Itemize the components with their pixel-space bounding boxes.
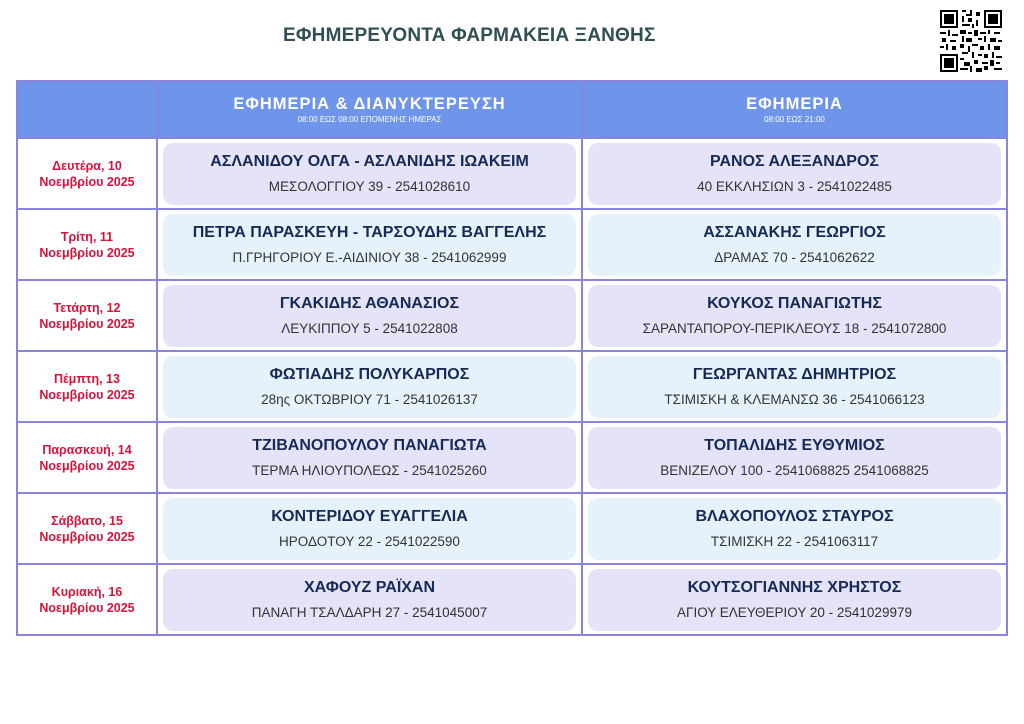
day-duty-cell (582, 422, 1007, 493)
day-duty-cell (582, 280, 1007, 351)
qr-code-icon (940, 10, 1002, 72)
pharmacy-address: 28ης ΟΚΤΩΒΡΙΟΥ 71 - 2541026137 (261, 391, 478, 407)
pharmacy-name: ΤΖΙΒΑΝΟΠΟΥΛΟΥ ΠΑΝΑΓΙΩΤΑ (252, 436, 487, 454)
pharmacy-name: ΚΟΥΚΟΣ ΠΑΝΑΓΙΩΤΗΣ (707, 294, 882, 312)
pharmacy-name: ΒΛΑΧΟΠΟΥΛΟΣ ΣΤΑΥΡΟΣ (695, 507, 894, 525)
pharmacy-address: ΑΓΙΟΥ ΕΛΕΥΘΕΡΙΟΥ 20 - 2541029979 (677, 604, 912, 620)
day-cell (17, 209, 157, 280)
day-name: Τρίτη, 11 (60, 229, 114, 244)
night-duty-cell (157, 493, 582, 564)
duty-pharmacies-table (16, 80, 1008, 636)
pharmacy-address: ΣΑΡΑΝΤΑΠΟΡΟΥ-ΠΕΡΙΚΛΕΟΥΣ 18 - 2541072800 (642, 320, 947, 336)
day-cell (17, 280, 157, 351)
pharmacy-address: Π.ΓΡΗΓΟΡΙΟΥ Ε.-ΑΙΔΙΝΙΟΥ 38 - 2541062999 (232, 249, 507, 265)
day-month: Νοεμβρίου 2025 (39, 529, 135, 544)
table-header-row (17, 81, 1007, 138)
day-cell (17, 493, 157, 564)
pharmacy-address: ΔΡΑΜΑΣ 70 - 2541062622 (714, 249, 875, 265)
day-name: Κυριακή, 16 (51, 584, 123, 599)
day-duty-cell (582, 351, 1007, 422)
day-name: Πέμπτη, 13 (54, 371, 120, 386)
day-name: Δευτέρα, 10 (52, 158, 122, 173)
table-row (17, 422, 1007, 493)
pharmacy-address: ΗΡΟΔΟΤΟΥ 22 - 2541022590 (279, 533, 460, 549)
day-month: Νοεμβρίου 2025 (39, 316, 135, 331)
night-duty-cell (157, 280, 582, 351)
pharmacy-address: ΒΕΝΙΖΕΛΟΥ 100 - 2541068825 2541068825 (660, 462, 929, 478)
page-title: ΕΦΗΜΕΡΕΥΟΝΤΑ ΦΑΡΜΑΚΕΙΑ ΞΑΝΘΗΣ (283, 25, 656, 46)
pharmacy-name: ΤΟΠΑΛΙΔΗΣ ΕΥΘΥΜΙΟΣ (704, 436, 885, 454)
day-month: Νοεμβρίου 2025 (39, 174, 135, 189)
header-night-duty-title: ΕΦΗΜΕΡΙΑ & ΔΙΑΝΥΚΤΕΡΕΥΣΗ (233, 94, 506, 113)
day-name: Σάββατο, 15 (51, 513, 123, 528)
day-month: Νοεμβρίου 2025 (39, 245, 135, 260)
pharmacy-name: ΑΣΛΑΝΙΔΟΥ ΟΛΓΑ - ΑΣΛΑΝΙΔΗΣ ΙΩΑΚΕΙΜ (210, 152, 529, 170)
table-row (17, 351, 1007, 422)
table-row (17, 138, 1007, 209)
pharmacy-address: ΠΑΝΑΓΗ ΤΣΑΛΔΑΡΗ 27 - 2541045007 (251, 604, 488, 620)
day-cell (17, 351, 157, 422)
pharmacy-address: ΜΕΣΟΛΟΓΓΙΟΥ 39 - 2541028610 (268, 178, 471, 194)
table-row (17, 209, 1007, 280)
night-duty-cell (157, 351, 582, 422)
pharmacy-name: ΡΑΝΟΣ ΑΛΕΞΑΝΔΡΟΣ (709, 152, 879, 170)
header-night-duty (157, 81, 582, 138)
night-duty-cell (157, 138, 582, 209)
pharmacy-name: ΚΟΥΤΣΟΓΙΑΝΝΗΣ ΧΡΗΣΤΟΣ (687, 578, 902, 596)
day-cell (17, 422, 157, 493)
day-name: Τετάρτη, 12 (53, 300, 121, 315)
pharmacy-name: ΠΕΤΡΑ ΠΑΡΑΣΚΕΥΗ - ΤΑΡΣΟΥΔΗΣ ΒΑΓΓΕΛΗΣ (192, 223, 547, 241)
day-duty-cell (582, 564, 1007, 635)
pharmacy-address: 40 ΕΚΚΛΗΣΙΩΝ 3 - 2541022485 (697, 178, 892, 194)
day-month: Νοεμβρίου 2025 (39, 600, 135, 615)
pharmacy-address: ΤΣΙΜΙΣΚΗ & ΚΛΕΜΑΝΣΩ 36 - 2541066123 (664, 391, 925, 407)
header-empty-cell (17, 81, 157, 138)
pharmacy-name: ΦΩΤΙΑΔΗΣ ΠΟΛΥΚΑΡΠΟΣ (269, 365, 470, 383)
day-cell (17, 564, 157, 635)
pharmacy-name: ΚΟΝΤΕΡΙΔΟΥ ΕΥΑΓΓΕΛΙΑ (271, 507, 468, 525)
pharmacy-address: ΛΕΥΚΙΠΠΟΥ 5 - 2541022808 (281, 320, 458, 336)
day-name: Παρασκευή, 14 (42, 442, 132, 457)
day-cell (17, 138, 157, 209)
pharmacy-name: ΓΕΩΡΓΑΝΤΑΣ ΔΗΜΗΤΡΙΟΣ (692, 365, 897, 383)
pharmacy-address: ΤΣΙΜΙΣΚΗ 22 - 2541063117 (710, 533, 879, 549)
day-duty-cell (582, 493, 1007, 564)
pharmacy-name: ΧΑΦΟΥΖ ΡΑΪΧΑΝ (303, 578, 436, 596)
table-row (17, 280, 1007, 351)
table-row (17, 564, 1007, 635)
night-duty-cell (157, 564, 582, 635)
day-month: Νοεμβρίου 2025 (39, 387, 135, 402)
table-row (17, 493, 1007, 564)
header-day-duty-hours: 08:00 ΕΩΣ 21:00 (764, 114, 825, 124)
day-month: Νοεμβρίου 2025 (39, 458, 135, 473)
day-duty-cell (582, 138, 1007, 209)
night-duty-cell (157, 422, 582, 493)
pharmacy-address: ΤΕΡΜΑ ΗΛΙΟΥΠΟΛΕΩΣ - 2541025260 (252, 462, 487, 478)
pharmacy-name: ΓΚΑΚΙΔΗΣ ΑΘΑΝΑΣΙΟΣ (279, 294, 460, 312)
pharmacy-name: ΑΣΣΑΝΑΚΗΣ ΓΕΩΡΓΙΟΣ (703, 223, 886, 241)
header-night-duty-hours: 08:00 ΕΩΣ 08:00 ΕΠΟΜΕΝΗΣ ΗΜΕΡΑΣ (297, 114, 442, 124)
header-day-duty (582, 81, 1007, 138)
day-duty-cell (582, 209, 1007, 280)
night-duty-cell (157, 209, 582, 280)
header-day-duty-title: ΕΦΗΜΕΡΙΑ (746, 94, 843, 113)
